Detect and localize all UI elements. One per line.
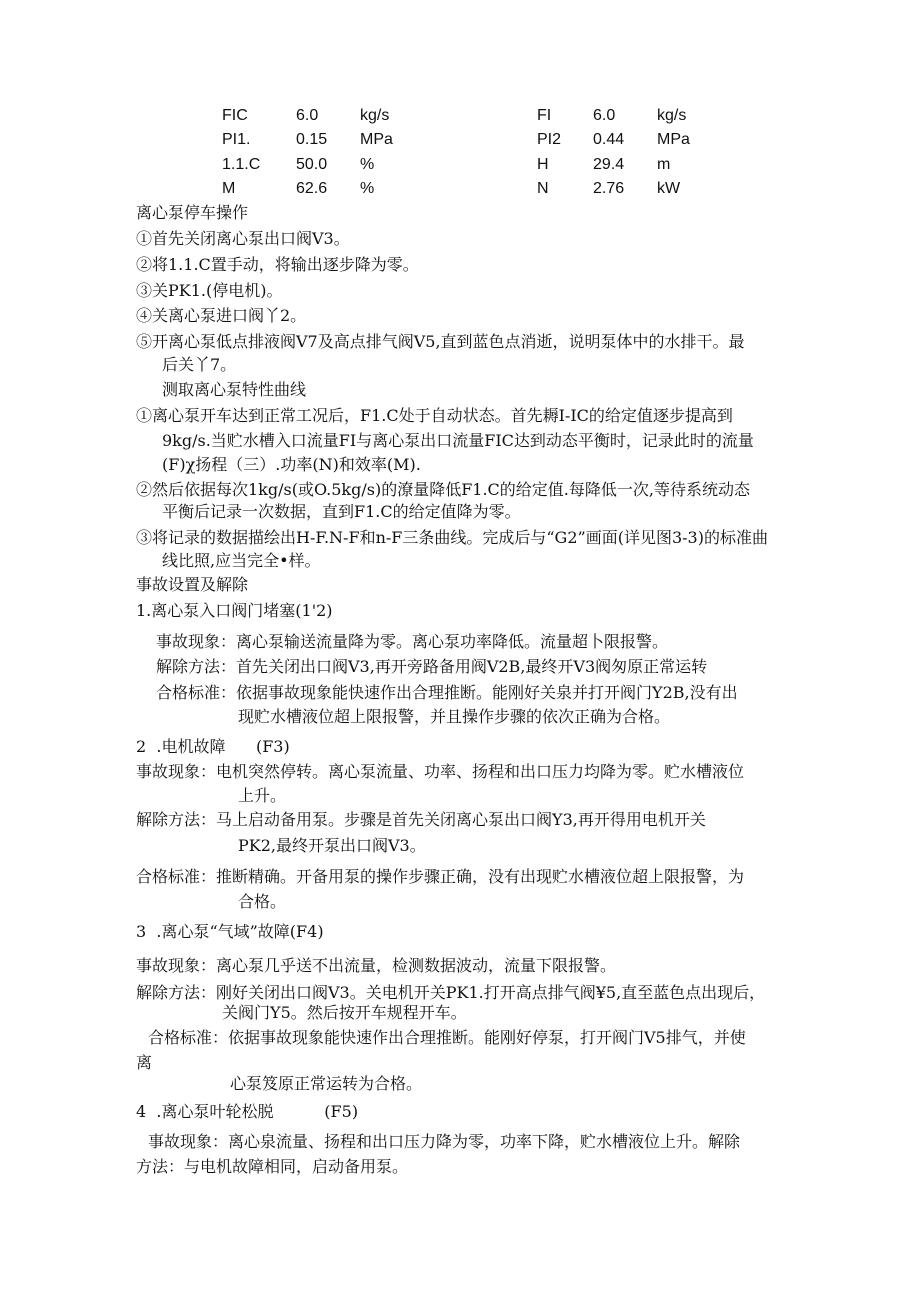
curve-step-2: ②然后依据每次1kg/s(或O.5kg/s)的潦量降低F1.C的给定值.每降低一次,等待系统动态: [136, 480, 750, 499]
curve-step-1-continued: (F)χ扬程（三）.功率(N)和效率(M).: [162, 455, 421, 474]
table-row: [537, 153, 717, 177]
fault-1-criteria: 合格标准：依据事故现象能快速作出合理推断。能刚好关泉并打开阀门Y2B,没有出: [156, 683, 738, 702]
curve-step-1: ①离心泵开车达到正常工况后，F1.C处于自动状态。首先耨I-IC的给定值逐步提高到: [136, 406, 733, 425]
param-unit: kg/s: [360, 107, 390, 124]
table-row: [222, 177, 420, 201]
param-tag: PI1.: [222, 131, 251, 148]
fault-3-remedy-continued: 关阀门Y5。然后按开车规程开车。: [222, 1003, 467, 1022]
section-heading-curves: 测取离心泵特性曲线: [162, 380, 307, 399]
param-value: 29.4: [593, 156, 625, 173]
fault-2-heading: 2 .电机故障 (F3): [136, 737, 290, 756]
param-value: 6.0: [593, 107, 616, 124]
parameter-table-right-lower: [537, 153, 717, 201]
param-tag: PI2: [537, 131, 562, 148]
parameter-table-left-lower: [222, 153, 420, 201]
param-tag: M: [222, 180, 236, 197]
param-value: 0.44: [593, 131, 625, 148]
param-unit: %: [360, 156, 375, 173]
curve-step-3: ③将记录的数据描绘出H-F.N-F和n-F三条曲线。完成后与“G2”画面(详见图3-3)的标准曲: [136, 528, 768, 547]
table-row: [222, 153, 420, 177]
param-unit: kW: [657, 180, 681, 197]
curve-step-1-continued: 9kg/s.当贮水槽入口流量FI与离心泵出口流量FIC达到动态平衡时，记录此时的流量: [162, 431, 754, 450]
fault-2-criteria: 合格标准：推断精确。开备用泵的操作步骤正确，没有出现贮水槽液位超上限报警，为: [136, 867, 745, 886]
table-row: [537, 104, 717, 128]
fault-3-remedy: 解除方法：刚好关闭出口阀V3。关电机开关PK1.打开高点排气阀¥5,直至蓝色点出现后，: [136, 983, 766, 1002]
fault-1-criteria-continued: 现贮水槽液位超上限报警，并且操作步骤的依次正确为合格。: [238, 707, 671, 726]
fault-2-criteria-continued: 合格。: [238, 892, 287, 911]
parameter-table-left: [222, 104, 420, 152]
curve-step-3-continued: 线比照,应当完全•样。: [162, 551, 321, 570]
fault-2-symptom: 事故现象：电机突然停转。离心泵流量、功率、扬程和出口压力均降为零。贮水槽液位: [136, 762, 745, 781]
fault-3-criteria: 合格标准：依据事故现象能快速作出合理推断。能刚好停泵，打开阀门V5排气，并使: [148, 1028, 746, 1047]
table-row: [222, 104, 420, 128]
fault-3-symptom: 事故现象：离心泵几乎送不出流量，检测数据波动，流量下限报警。: [136, 956, 617, 975]
step-3: ③关PK1.(停电机)。: [136, 281, 283, 300]
step-1: ①首先关闭离心泵出口阀V3。: [136, 229, 350, 248]
parameter-table-right: [537, 104, 717, 152]
param-tag: FIC: [222, 107, 248, 124]
param-value: 0.15: [296, 131, 328, 148]
fault-2-remedy-continued: PK2,最终开泵出口阀V3。: [238, 836, 426, 855]
param-value: 6.0: [296, 107, 319, 124]
fault-4-description-continued: 方法：与电机故障相同，启动备用泵。: [136, 1157, 409, 1176]
fault-1-heading: 1.离心泵入口阀门堵塞(1'2): [136, 601, 333, 620]
fault-1-symptom: 事故现象：离心泵输送流量降为零。离心泵功率降低。流量超卜限报警。: [156, 632, 669, 651]
fault-4-heading: 4 .离心泵叶轮松脱 (F5): [136, 1102, 359, 1121]
fault-2-remedy: 解除方法：马上启动备用泵。步骤是首先关闭离心泵出口阀Y3,再开得用电机开关: [136, 810, 706, 829]
param-value: 2.76: [593, 180, 625, 197]
param-tag: N: [537, 180, 549, 197]
param-unit: MPa: [360, 131, 393, 148]
fault-2-symptom-continued: 上升。: [238, 786, 287, 805]
fault-4-description: 事故现象：离心泉流量、扬程和出口压力降为零，功率下降，贮水槽液位上升。解除: [148, 1132, 741, 1151]
param-value: 50.0: [296, 156, 328, 173]
fault-3-heading: 3 .离心泵“气域”故障(F4): [136, 922, 324, 941]
param-unit: MPa: [657, 131, 690, 148]
param-unit: kg/s: [657, 107, 687, 124]
table-row: [537, 177, 717, 201]
param-unit: %: [360, 180, 375, 197]
param-tag: 1.1.C: [222, 156, 261, 173]
param-value: 62.6: [296, 180, 328, 197]
step-5: ⑤开离心泵低点排液阀V7及高点排气阀V5,直到蓝色点消逝，说明泵体中的水排干。最: [136, 332, 745, 351]
table-row: [222, 128, 420, 152]
curve-step-2-continued: 平衡后记录一次数据，直到F1.C的给定值降为零。: [162, 502, 521, 521]
param-tag: FI: [537, 107, 552, 124]
step-4: ④关离心泵进口阀丫2。: [136, 306, 307, 325]
param-tag: H: [537, 156, 549, 173]
section-heading-faults: 事故设置及解除: [136, 575, 249, 594]
fault-3-criteria-continued: 心泵笈原正常运转为合格。: [230, 1074, 423, 1093]
fault-3-criteria-wrap: 离: [136, 1053, 153, 1072]
step-2: ②将1.1.C置手动，将输出逐步降为零。: [136, 255, 419, 274]
param-unit: m: [657, 156, 671, 173]
fault-1-remedy: 解除方法：首先关闭出口阀V3,再开旁路备用阀V2B,最终开V3阀匆原正常运转: [156, 657, 708, 676]
section-heading-shutdown: 离心泵停车操作: [136, 203, 249, 222]
table-row: [537, 128, 717, 152]
step-5-continued: 后关丫7。: [162, 355, 237, 374]
